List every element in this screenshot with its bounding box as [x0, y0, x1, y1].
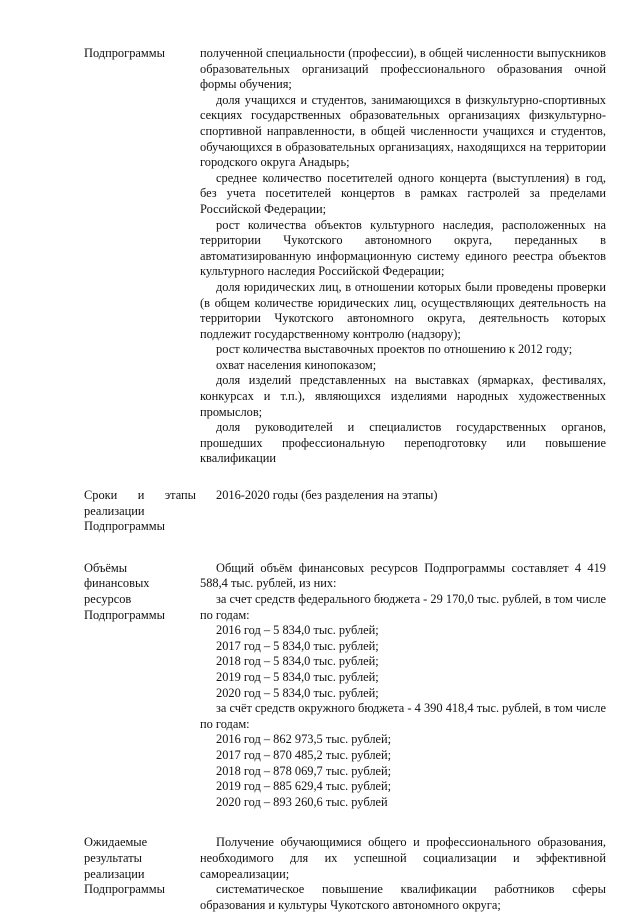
results-label-line: результаты — [84, 850, 142, 865]
funding-federal: за счет средств федерального бюджета - 29 170,0 тыс. рублей, в том числе по годам: — [200, 592, 607, 622]
results-label-line: реализации — [84, 866, 145, 881]
funding-federal-year: 2020 год – 5 834,0 тыс. рублей; — [216, 685, 379, 700]
results-label-line: Подпрограммы — [84, 882, 165, 897]
funding-federal-year: 2018 год – 5 834,0 тыс. рублей; — [216, 654, 379, 669]
funding-regional-year: 2016 год – 862 973,5 тыс. рублей; — [216, 732, 392, 747]
funding-federal-year: 2016 год – 5 834,0 тыс. рублей; — [216, 623, 379, 638]
terms-label-line: реализации — [84, 503, 145, 518]
section-spacer — [84, 535, 606, 561]
results-content — [200, 835, 606, 913]
indicators-row — [84, 46, 606, 467]
indicator-paragraph: среднее количество посетителей одного концерта (выступления) в год, без учета посетителей концертов в рамках гастролей за пределами Российской Федерации; — [200, 170, 606, 216]
terms-label-line: Сроки и этапы — [84, 488, 196, 503]
results-paragraph: Получение обучающимися общего и профессионального образования, необходимого для их успешной социализации и эффективной самореализации; — [200, 835, 606, 881]
section-spacer — [84, 467, 606, 488]
indicators-label — [84, 46, 196, 62]
funding-regional-year: 2019 год – 885 629,4 тыс. рублей; — [216, 779, 392, 794]
indicator-paragraph: полученной специальности (профессии), в общей численности выпускников образовательных организаций профессионального образования очной формы обучения; — [200, 46, 606, 92]
indicators-label-line: Подпрограммы — [84, 46, 165, 60]
terms-paragraph: 2016-2020 годы (без разделения на этапы) — [216, 488, 438, 503]
results-row — [84, 835, 606, 913]
document-page — [84, 46, 606, 913]
funding-federal-year: 2017 год – 5 834,0 тыс. рублей; — [216, 638, 379, 653]
funding-label-line: финансовых — [84, 576, 150, 591]
funding-content — [200, 561, 606, 811]
funding-regional: за счёт средств окружного бюджета - 4 390 418,4 тыс. рублей, в том числе по годам: — [200, 701, 606, 731]
indicator-paragraph: доля руководителей и специалистов государственных органов, прошедших профессиональную переподготовку или повышение квалификации — [200, 420, 606, 466]
terms-content — [200, 488, 606, 504]
indicator-paragraph: рост количества объектов культурного наследия, расположенных на территории Чукотского автономного округа, переданных в автоматизированную информационную систему единого реестра объектов культурного наследия Российской Федерации; — [200, 217, 606, 279]
indicator-paragraph: доля учащихся и студентов, занимающихся в физкультурно-спортивных секциях государственных образовательных организациях физкультурно-спортивной направленности, в общей численности учащихся и студентов, обучающихся в образовательных организациях, находящихся на территории городского округа Анадырь; — [200, 92, 606, 170]
results-label-line: Ожидаемые — [84, 835, 148, 850]
funding-regional-year: 2020 год – 893 260,6 тыс. рублей — [216, 794, 388, 809]
section-spacer — [84, 810, 606, 835]
funding-regional-year: 2017 год – 870 485,2 тыс. рублей; — [216, 747, 392, 762]
funding-federal-year: 2019 год – 5 834,0 тыс. рублей; — [216, 669, 379, 684]
funding-intro: Общий объём финансовых ресурсов Подпрограммы составляет 4 419 588,4 тыс. рублей, из них: — [200, 560, 606, 591]
funding-label — [84, 561, 196, 623]
funding-row — [84, 561, 606, 811]
indicators-content — [200, 46, 606, 467]
indicator-paragraph: рост количества выставочных проектов по отношению к 2012 году; — [216, 342, 573, 357]
indicator-paragraph: охват населения кинопоказом; — [216, 357, 377, 372]
results-paragraph: систематическое повышение квалификации работников сферы образования и культуры Чукотского автономного округа; — [200, 882, 606, 912]
indicator-paragraph: доля юридических лиц, в отношении которых были проведены проверки (в общем количестве юридических лиц, осуществляющих деятельность на территории Чукотского автономного округа, деятельность которых подлежит государственному контролю (надзору); — [200, 279, 606, 341]
results-label — [84, 835, 196, 897]
terms-row — [84, 488, 606, 535]
funding-label-line: Объёмы — [84, 560, 128, 575]
funding-label-line: Подпрограммы — [84, 607, 165, 622]
terms-label — [84, 488, 196, 535]
terms-label-line: Подпрограммы — [84, 519, 165, 534]
indicator-paragraph: доля изделий представленных на выставках (ярмарках, фестивалях, конкурсах и т.п.), являющихся изделиями народных художественных промыслов; — [200, 373, 606, 419]
funding-regional-year: 2018 год – 878 069,7 тыс. рублей; — [216, 763, 392, 778]
funding-label-line: ресурсов — [84, 592, 132, 606]
